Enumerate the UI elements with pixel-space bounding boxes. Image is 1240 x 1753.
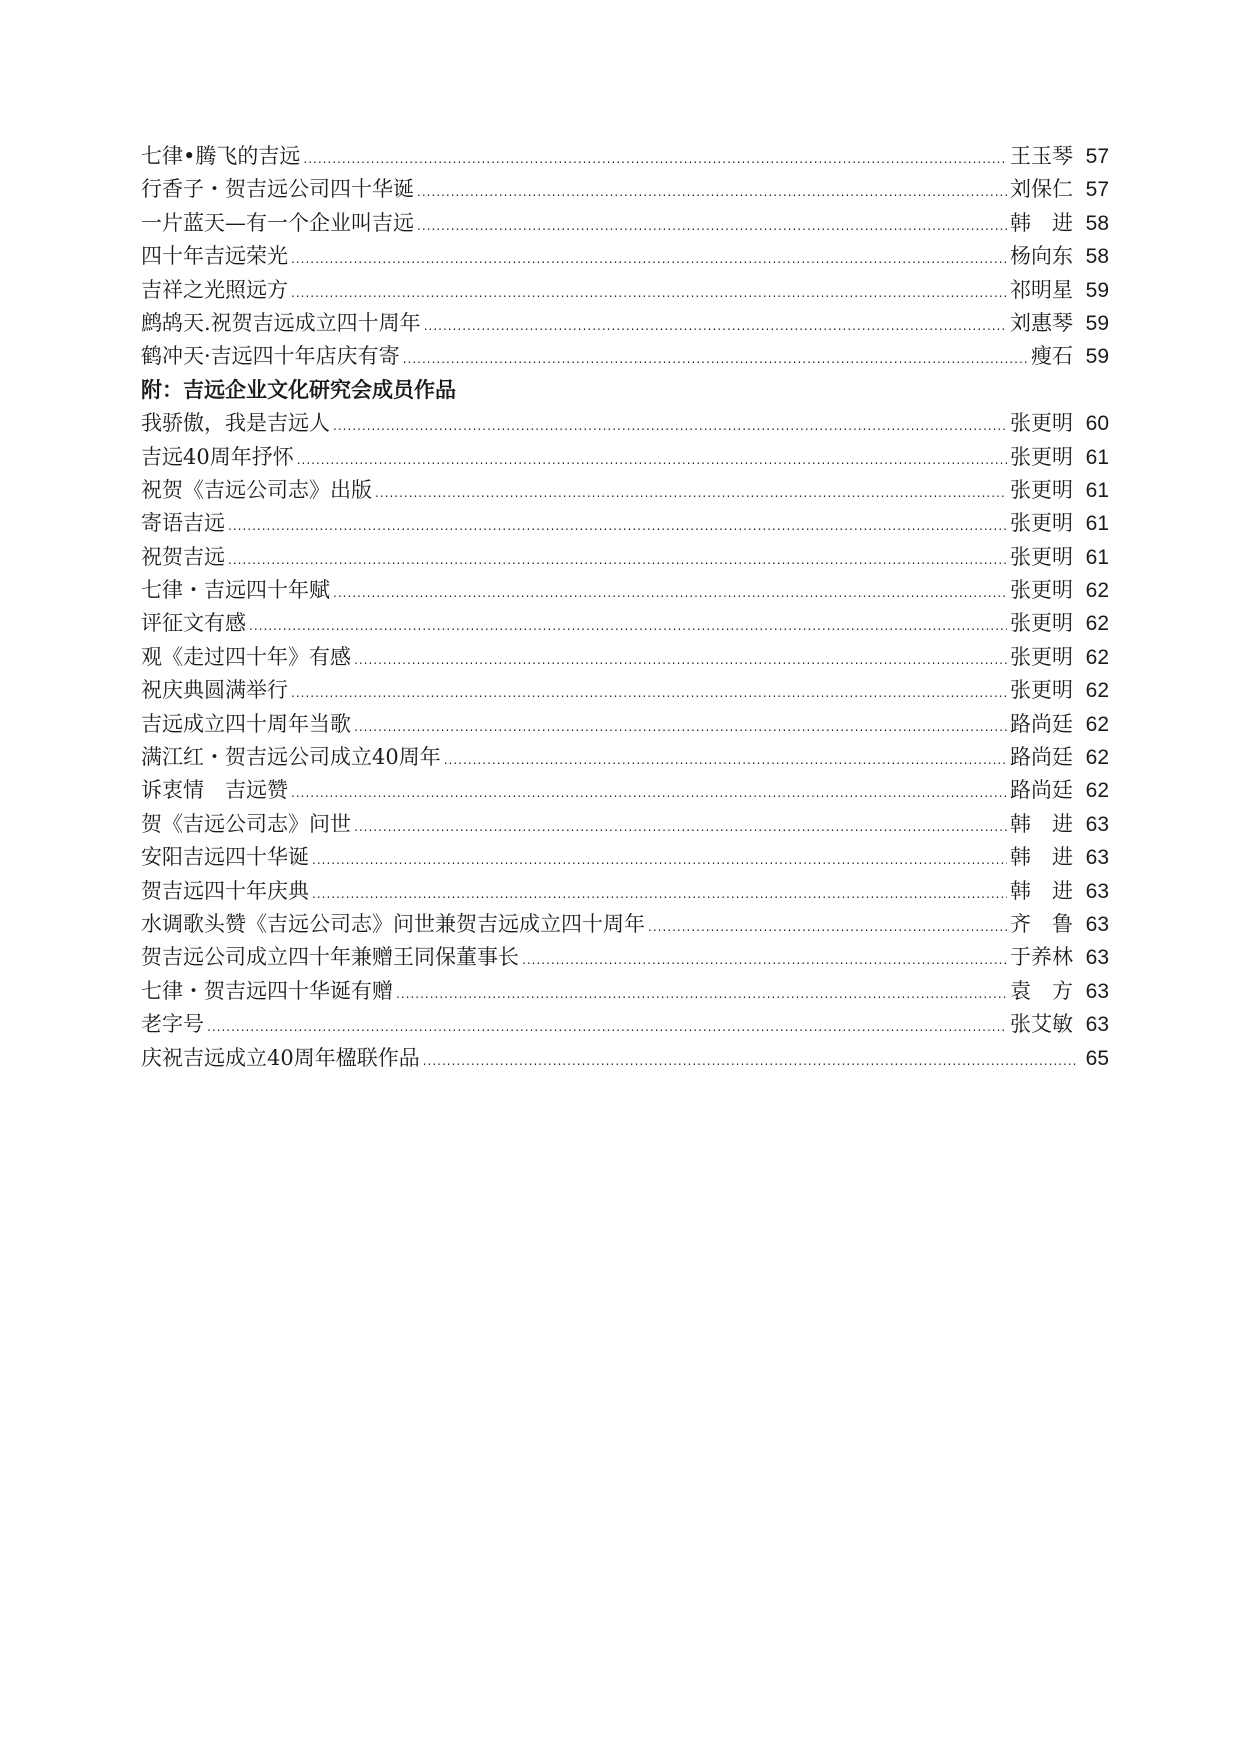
- toc-entry-title: 老字号: [141, 1012, 204, 1037]
- section-heading: 附：吉远企业文化研究会成员作品: [141, 377, 456, 402]
- toc-entry[interactable]: [141, 908, 1109, 941]
- toc-entry-author: 张艾敏: [1010, 1012, 1073, 1037]
- toc-entry-page: 59: [1085, 311, 1109, 335]
- toc-entry[interactable]: [141, 173, 1109, 206]
- toc-entry[interactable]: [141, 340, 1109, 373]
- toc-entry-author: 张更明: [1010, 511, 1073, 536]
- toc-entry-title: 鹧鸪天.祝贺吉远成立四十周年: [141, 310, 421, 335]
- toc-entry-title: 观《走过四十年》有感: [141, 644, 351, 669]
- toc-entry[interactable]: [141, 808, 1109, 841]
- dot-leader: [312, 878, 1007, 911]
- toc-entry[interactable]: [141, 207, 1109, 240]
- dot-leader: [417, 176, 1007, 209]
- toc-entry-author: 张更明: [1010, 578, 1073, 603]
- toc-entry-title: 寄语吉远: [141, 511, 225, 536]
- toc-entry[interactable]: [141, 875, 1109, 908]
- dot-leader: [403, 343, 1028, 376]
- dot-leader: [291, 677, 1007, 710]
- toc-entry-title: 七律・吉远四十年赋: [141, 578, 330, 603]
- dot-leader: [417, 210, 1007, 243]
- toc-entry-page: 59: [1085, 345, 1109, 369]
- toc-entry-page: 57: [1085, 178, 1109, 202]
- dot-leader: [249, 610, 1007, 643]
- toc-entry-page: 63: [1085, 979, 1109, 1003]
- toc-entry-title: 安阳吉远四十华诞: [141, 845, 309, 870]
- toc-entry-page: 62: [1085, 679, 1109, 703]
- toc-entry[interactable]: [141, 641, 1109, 674]
- toc-entry[interactable]: [141, 841, 1109, 874]
- toc-entry-author: 齐 鲁: [1010, 911, 1073, 936]
- toc-entry-author: 韩 进: [1010, 878, 1073, 903]
- toc-entry-title: 满江红・贺吉远公司成立40周年: [141, 745, 441, 770]
- toc-entry-title: 贺吉远四十年庆典: [141, 878, 309, 903]
- dot-leader: [423, 1045, 1076, 1078]
- dot-leader: [648, 911, 1007, 944]
- toc-entry-title: 祝庆典圆满举行: [141, 678, 288, 703]
- toc-entry[interactable]: [141, 674, 1109, 707]
- toc-entry-author: 韩 进: [1010, 845, 1073, 870]
- toc-entry-author: 张更明: [1010, 544, 1073, 569]
- toc-entry-page: 60: [1085, 412, 1109, 436]
- toc-entry-title: 我骄傲，我是吉远人: [141, 411, 330, 436]
- toc-entry-title: 一片蓝天—有一个企业叫吉远: [141, 210, 414, 235]
- toc-entry[interactable]: [141, 941, 1109, 974]
- toc-entry-title: 贺《吉远公司志》问世: [141, 811, 351, 836]
- toc-entry-author: 路尚廷: [1010, 745, 1073, 770]
- toc-entry[interactable]: [141, 774, 1109, 807]
- toc-entry-title: 贺吉远公司成立四十年兼赠王同保董事长: [141, 945, 519, 970]
- dot-leader: [312, 844, 1007, 877]
- toc-entry[interactable]: [141, 407, 1109, 440]
- dot-leader: [291, 277, 1007, 310]
- toc-entry-page: 61: [1085, 545, 1109, 569]
- toc-entry-page: 63: [1085, 946, 1109, 970]
- dot-leader: [297, 444, 1007, 477]
- toc-entry-author: 杨向东: [1010, 244, 1073, 269]
- toc-entry-author: 张更明: [1010, 678, 1073, 703]
- toc-entry[interactable]: [141, 975, 1109, 1008]
- toc-entry-author: 刘惠琴: [1010, 310, 1073, 335]
- toc-entry-page: 62: [1085, 712, 1109, 736]
- toc-entry[interactable]: [141, 474, 1109, 507]
- toc-entry-title: 祝贺《吉远公司志》出版: [141, 477, 372, 502]
- dot-leader: [354, 811, 1007, 844]
- toc-entry-title: 祝贺吉远: [141, 544, 225, 569]
- toc-entry-author: 祁明星: [1010, 277, 1073, 302]
- toc-entry-author: 张更明: [1010, 644, 1073, 669]
- toc-entry[interactable]: [141, 1042, 1109, 1075]
- dot-leader: [333, 577, 1007, 610]
- dot-leader: [354, 644, 1007, 677]
- toc-entry[interactable]: [141, 1008, 1109, 1041]
- toc-entry-title: 吉远40周年抒怀: [141, 444, 294, 469]
- dot-leader: [375, 477, 1007, 510]
- toc-entry-title: 吉祥之光照远方: [141, 277, 288, 302]
- toc-entry-page: 63: [1085, 912, 1109, 936]
- toc-entry-page: 65: [1085, 1046, 1109, 1070]
- toc-entry[interactable]: [141, 708, 1109, 741]
- toc-entry-title: 鹤冲天·吉远四十年店庆有寄: [141, 344, 400, 369]
- dot-leader: [354, 711, 1007, 744]
- dot-leader: [424, 310, 1007, 343]
- dot-leader: [228, 510, 1007, 543]
- toc-entry[interactable]: [141, 741, 1109, 774]
- toc-entry-page: 58: [1085, 245, 1109, 269]
- dot-leader: [291, 777, 1007, 810]
- toc-entry-author: 路尚廷: [1010, 711, 1073, 736]
- toc-entry-author: 路尚廷: [1010, 778, 1073, 803]
- toc-entry-title: 七律•腾飞的吉远: [141, 144, 301, 168]
- toc-entry-page: 63: [1085, 879, 1109, 903]
- toc-entry-page: 61: [1085, 512, 1109, 536]
- toc-entry-page: 61: [1085, 445, 1109, 469]
- toc-entry-author: 张更明: [1010, 611, 1073, 636]
- toc-entry[interactable]: [141, 507, 1109, 540]
- toc-entry-author: 瘦石: [1031, 344, 1073, 369]
- dot-leader: [303, 143, 1007, 176]
- toc-entry-title: 四十年吉远荣光: [141, 244, 288, 269]
- toc-entry-title: 七律・贺吉远四十华诞有赠: [141, 978, 393, 1003]
- dot-leader: [228, 544, 1007, 577]
- toc-entry[interactable]: [141, 441, 1109, 474]
- toc-entry-page: 63: [1085, 1013, 1109, 1037]
- toc-entry-page: 62: [1085, 779, 1109, 803]
- dot-leader: [333, 410, 1007, 443]
- toc-entry-page: 63: [1085, 846, 1109, 870]
- dot-leader: [396, 978, 1007, 1011]
- toc-entry-author: 刘保仁: [1010, 177, 1073, 202]
- toc-entry-author: 韩 进: [1010, 811, 1073, 836]
- toc-entry-author: 张更明: [1010, 411, 1073, 436]
- toc-entry-title: 诉衷情 吉远赞: [141, 778, 288, 803]
- toc-entry-author: 袁 方: [1010, 978, 1073, 1003]
- dot-leader: [291, 243, 1007, 276]
- toc-entry-author: 王玉琴: [1010, 144, 1073, 168]
- toc-entry-author: 于养林: [1010, 945, 1073, 970]
- toc-entry[interactable]: [141, 140, 1109, 173]
- dot-leader: [522, 944, 1007, 977]
- toc-entry-page: 62: [1085, 579, 1109, 603]
- toc-entry-page: 62: [1085, 746, 1109, 770]
- toc-entry[interactable]: [141, 307, 1109, 340]
- toc-entry-page: 59: [1085, 278, 1109, 302]
- toc-entry[interactable]: [141, 274, 1109, 307]
- toc-entry[interactable]: [141, 541, 1109, 574]
- toc-entry-page: 61: [1085, 478, 1109, 502]
- toc-entry-page: 57: [1085, 145, 1109, 168]
- toc-entry-title: 行香子・贺吉远公司四十华诞: [141, 177, 414, 202]
- table-of-contents: [141, 140, 1109, 1075]
- toc-entry-author: 韩 进: [1010, 210, 1073, 235]
- toc-entry-page: 62: [1085, 645, 1109, 669]
- toc-entry-page: 62: [1085, 612, 1109, 636]
- toc-entry-author: 张更明: [1010, 444, 1073, 469]
- toc-entry-page: 63: [1085, 812, 1109, 836]
- toc-entry[interactable]: [141, 240, 1109, 273]
- toc-entry[interactable]: [141, 574, 1109, 607]
- toc-entry-title: 水调歌头赞《吉远公司志》问世兼贺吉远成立四十周年: [141, 911, 645, 936]
- dot-leader: [444, 744, 1007, 777]
- toc-entry-page: 58: [1085, 211, 1109, 235]
- toc-entry-title: 吉远成立四十周年当歌: [141, 711, 351, 736]
- dot-leader: [207, 1011, 1007, 1044]
- toc-entry-title: 庆祝吉远成立40周年楹联作品: [141, 1045, 420, 1070]
- toc-entry[interactable]: [141, 607, 1109, 640]
- toc-entry-title: 评征文有感: [141, 611, 246, 636]
- toc-entry-author: 张更明: [1010, 477, 1073, 502]
